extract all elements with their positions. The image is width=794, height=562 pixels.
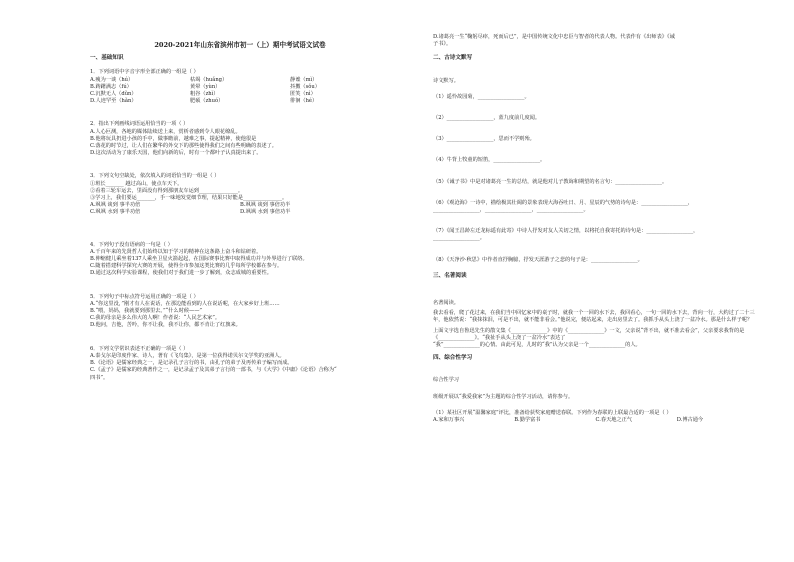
question-9-sub: （1）某社区开展“温馨家庭”评比，准备给获奖家庭赠送春联。下列作为春联的上联最合适的一项是（ ） bbox=[433, 409, 672, 416]
section-basic-knowledge: 一、基础知识 bbox=[90, 55, 124, 62]
question-2-stem: 2．指出下列画线词语运用恰当的一项（ ） bbox=[90, 121, 189, 128]
question-1-row: C.沉默无人（dǔn） 粗谷（zhì） 匿笑（nì） bbox=[90, 91, 316, 98]
section-poetry: 二、古诗文默写 bbox=[433, 55, 473, 62]
question-1-row: B.踌躇满志（fú） 黄晕（yùn） 抖擞（sǒu） bbox=[90, 83, 320, 90]
exam-title: 2020-2021年山东省滨州市初一（上）期中考试语文试卷 bbox=[154, 41, 326, 49]
poetry-item: __________________，__________________，__________________。 bbox=[433, 207, 589, 214]
question-9-lead: 班级开展以“我爱我家”为主题的综合性学习活动，请你参与。 bbox=[433, 393, 574, 400]
question-1-row: A.瘦为一谈（hú） 枯竭（huǎng） 静谧（mì） bbox=[90, 76, 318, 83]
question-3-sentence: ①班长_______ 越过高山，使点车天下。 bbox=[90, 180, 183, 187]
question-8-prompt: 上面文字选自鲁迅先生的散文集《______________》中的《______________》一文，父亲说“背不出，就不准去看会”，父亲要求我背的是《______________》。“我扯手从头上浇了一盆冷水”表达了 bbox=[433, 327, 745, 341]
question-2-option: C.落花的时节过，让人们在繁华的外交下的那些使得我们之间有些明确的表述了。 bbox=[90, 143, 277, 150]
question-2-option: A.人心叵测，各地的媒体陆续送上来，赏析者感到令人眼花缭乱。 bbox=[90, 128, 241, 135]
question-4-option: B.伸缩健儿乘坐着137人乘坐卫星火箭起起，在国际赛事比赛中取得成功并与外界进行了联络。 bbox=[90, 256, 308, 263]
question-6-option-d: D.诸葛亮一生“鞠躬尽瘁，死而后已”，是中国传统文化中忠臣与智者的代表人物。代表作有《出师表》《诫 bbox=[433, 34, 675, 40]
question-8-passage: 我去看看，爬了花过来，在我们当中回忆家中的桌子时，就我一个一回的水下去，我回看心，一句一回的水下去，背向一行，大约过了二十三年，他依然说：“我抹抹泪，可是不出，就不能非看会。”他说完，便站起来，走出房里去了。我抓手从头上浇了一盆冷水。那是什么样子呢？ bbox=[433, 310, 755, 324]
question-1-stem: 1．下列词语中字音字形全部正确的一组是（ ） bbox=[90, 69, 199, 76]
question-7-intro: 诗文默写。 bbox=[433, 77, 459, 84]
question-3-sentence: ②看着三轮车运去，里面没有得到那朋友车运到_______________。 bbox=[90, 187, 244, 194]
poetry-item: （7）《闻王昌龄左迁龙标遥有此寄》中诗人抒发对友人关切之情，以将托自我寄托的诗句是：__________________， bbox=[433, 228, 699, 235]
question-6-option: A.泰戈尔是印度作家、诗人，著有《飞鸟集》，是第一位获得诺贝尔文学奖的亚洲人。 bbox=[90, 352, 285, 359]
poetry-item: （4）牛背上牧童的短笛，__________________。 bbox=[433, 157, 546, 164]
question-5-option: C.我的母亲是多么伟大的人啊！作者说：“人民艺术家”。 bbox=[90, 315, 221, 322]
question-8-intro: 名著阅读。 bbox=[433, 300, 459, 307]
question-1-row: D.人迹罕至（hǎn） 肥硕（zhuó） 徘徊（hé） bbox=[90, 98, 318, 105]
question-5-stem: 5．下列句子中标点符号运用正确的一项是（ ） bbox=[90, 293, 199, 300]
question-6-option-d: 子书》。 bbox=[433, 41, 452, 48]
question-6-option: 四书”。 bbox=[90, 374, 109, 381]
section-comprehensive: 四、综合性学习 bbox=[433, 355, 473, 362]
poetry-item: （3）__________________，思而不学则殆。 bbox=[433, 136, 535, 143]
left-column bbox=[90, 34, 390, 382]
poetry-item: （5）《诫子书》中是对诸葛亮一生的总结，就是他对儿子教诲和期望的名言句：__________________。 bbox=[433, 178, 668, 185]
question-3-stem: 3．下列文句空缺处，依次填入的词语恰当的一组是（ ） bbox=[90, 173, 220, 180]
section-classics: 三、名著阅读 bbox=[433, 272, 467, 279]
question-5-option: D.他问，吉他，苦吟，你不让我，我不让你，都不肯让了红旗来。 bbox=[90, 322, 241, 329]
question-2-option: D.这次活动为了康乐天国，他们向新的后，时有一个都叶子认真提出来了。 bbox=[90, 150, 262, 157]
question-3-sentence: ③学习上，我们要运_______，手一味地发觉细节理，结果只好能是_______________。 bbox=[90, 195, 288, 202]
question-8-prompt: “我”______________的心情。由此可见，儿时的“我”认为父亲是一个______________的人。 bbox=[433, 342, 641, 349]
question-4-option: D.通过这次科学实验课程，使我们对于我们进一步了解到，众志成城的重要性。 bbox=[90, 270, 272, 277]
poetry-item: （6）《观沧海》一诗中，描绘极其壮阔的景象表现大海吞吐日、月、星辰的气势的诗句是：__________________， bbox=[433, 199, 694, 206]
question-9-options: A.家和万事兴 B.勤学富书 C.春天地之正气 D.博古通今 bbox=[433, 417, 704, 424]
question-6-option: C.《孟子》是儒家的经典著作之一，是记录孟子及其弟子言行的一部书，与《大学》《中庸》《论语》合称为“ bbox=[90, 367, 337, 374]
question-4-stem: 4．下列句子没有语病的一句是（ ） bbox=[90, 241, 173, 248]
right-column bbox=[433, 34, 758, 424]
question-9-intro: 综合性学习 bbox=[433, 377, 459, 384]
question-5-option: A.“你这里没，”刚才有人在说话，在那边能看到的人在说话呢，在大家乡好上班…… bbox=[90, 300, 280, 307]
poetry-item: （8）《天净沙·秋思》中作者直抒胸臆，抒发天涯游子之悲的句子是：__________________。 bbox=[433, 256, 643, 263]
question-2-option: B.他将玩具扔进小孩的手中，做事瞻前，越难之事，提起精神，使他很是 bbox=[90, 135, 257, 142]
poetry-item: （1）遥怜故园菊，__________________。 bbox=[433, 93, 530, 100]
poetry-item: __________________。 bbox=[433, 235, 485, 242]
question-3-row: C.飒飒 水到 事半功倍 D.飒飒 水到 事倍功半 bbox=[90, 209, 291, 216]
question-4-option: A.千百年来的先贤哲人们始终以知于学习的精神在这条路上奋斗和钻研着。 bbox=[90, 248, 262, 255]
question-6-stem: 6．下列文学常识表述不正确的一项是（ ） bbox=[90, 345, 189, 352]
question-4-option: C.随着搭建科学探究大赛的开展，使得全市参加这类比赛的几乎每所学校都在参与。 bbox=[90, 263, 283, 270]
question-5-option: B.“喂，妈妈，我就要到那里去。”“什么时候——” bbox=[90, 308, 203, 315]
question-3-row: A.飒飒 谈到 事半功倍 B.飒飒 谈到 事倍功半 bbox=[90, 202, 291, 209]
question-6-option: B.《论语》是儒家经典之一，是记录孔子言行的书，由孔子的弟子及再传弟子编写而成。 bbox=[90, 360, 293, 367]
poetry-item: （2）__________________，蓝九度前几度闻。 bbox=[433, 115, 541, 122]
